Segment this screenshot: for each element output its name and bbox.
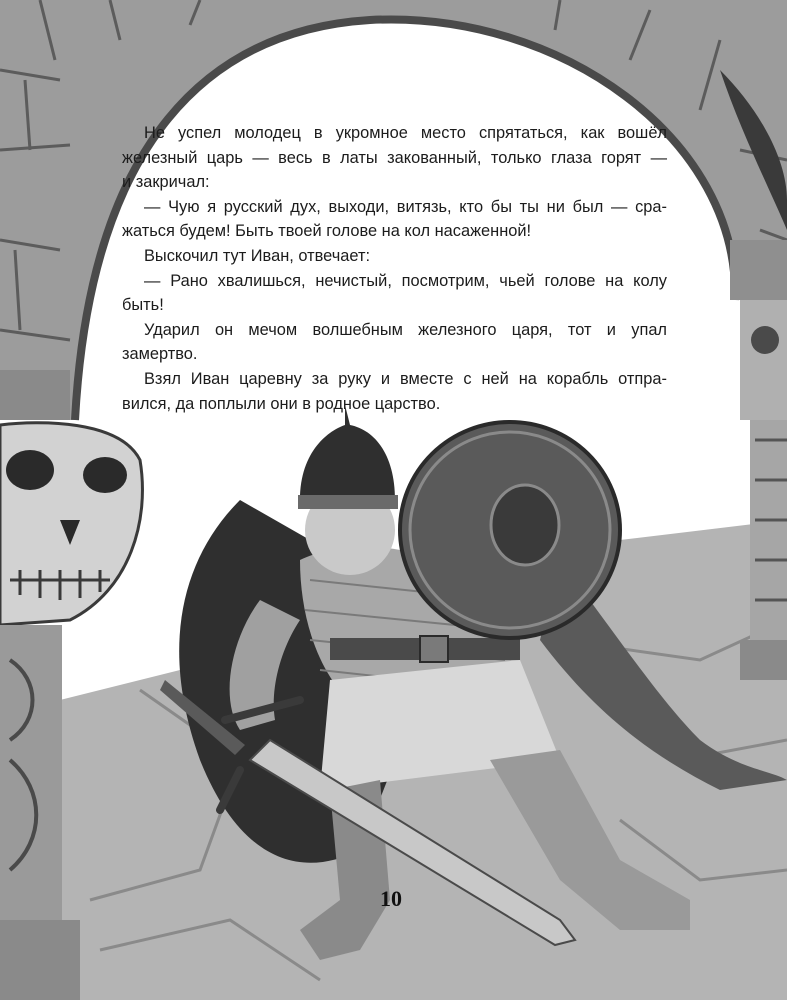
text-line: Взял Иван царевну за руку и вместе с ней на корабль отпра- [144, 369, 667, 388]
text-line: замертво. [122, 345, 198, 364]
paragraph-4 [122, 269, 667, 318]
text-line: вился, да поплыли они в родное царство. [122, 394, 441, 413]
text-line: — Чую я русский дух, выходи, витязь, кто бы ты ни был — сра- [144, 197, 667, 216]
paragraph-6 [122, 367, 667, 416]
text-line: Ударил он мечом волшебным железного царя, тот и упал [144, 320, 667, 339]
page-number: 10 [380, 886, 402, 911]
paragraph-5 [122, 318, 667, 367]
text-line: жаться будем! Быть твоей голове на кол насаженной! [122, 222, 532, 241]
story-text [122, 121, 667, 416]
text-line: быть! [122, 296, 164, 315]
paragraph-1 [122, 121, 667, 195]
text-line: Выскочил тут Иван, отвечает: [144, 246, 371, 265]
paragraph-2 [122, 195, 667, 244]
text-line: и закричал: [122, 173, 210, 192]
paragraph-3 [122, 244, 667, 269]
text-line: — Рано хвалишься, нечистый, посмотрим, чьей голове на колу [144, 271, 667, 290]
text-line: железный царь — весь в латы закованный, только глаза горят — [122, 148, 667, 167]
round-shield-icon [400, 422, 620, 638]
text-line: Не успел молодец в укромное место спрятаться, как вошёл [144, 124, 667, 142]
